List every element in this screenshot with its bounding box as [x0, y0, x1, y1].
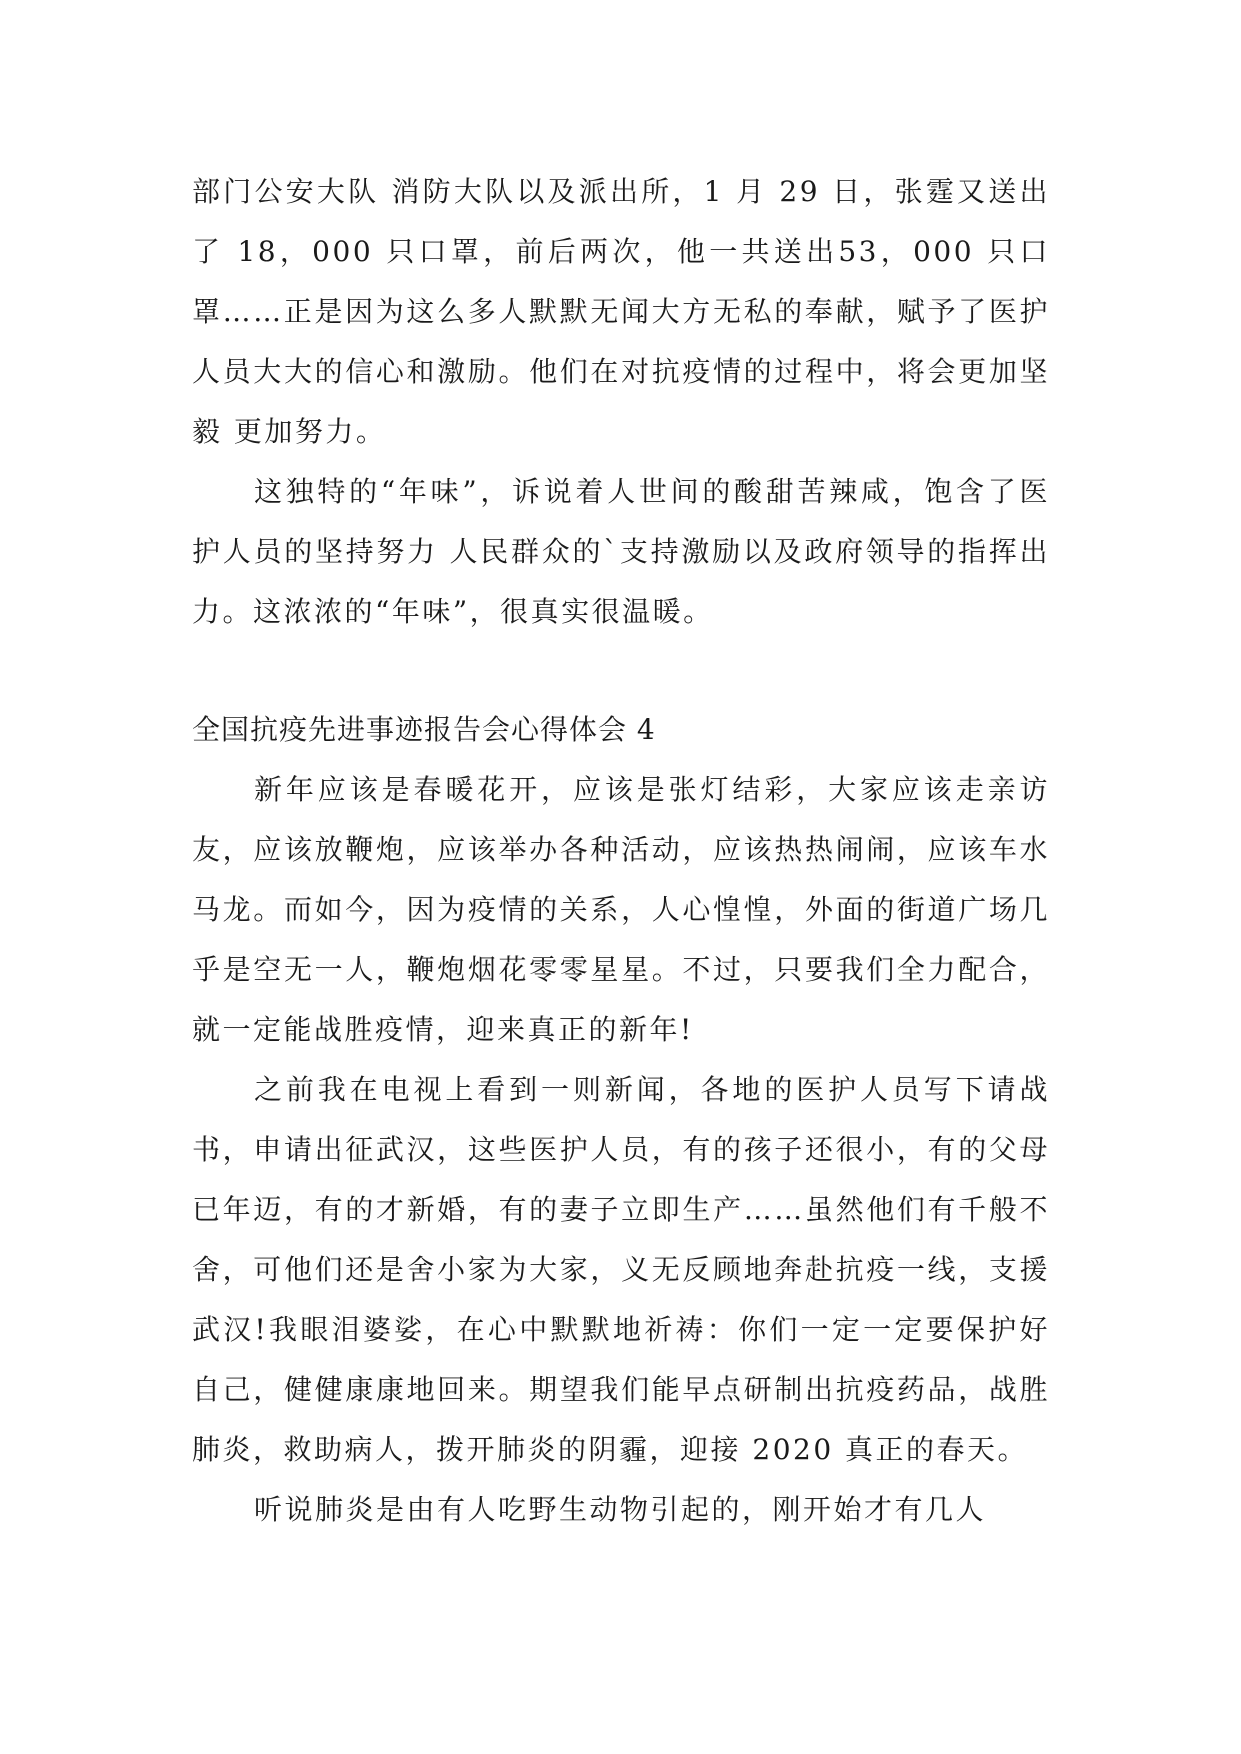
paragraph-medical-staff: 之前我在电视上看到一则新闻，各地的医护人员写下请战书，申请出征武汉，这些医护人员，有的孩子还很小，有的父母已年迈，有的才新婚，有的妻子立即生产……虽然他们有千般不舍，可他们还是舍小家为大家，义无反顾地奔赴抗疫一线，支援武汉!我眼泪婆娑，在心中默默地祈祷：你们一定一定要保护好自己，健健康康地回来。期望我们能早点研制出抗疫药品，战胜肺炎，救助病人，拨开肺炎的阴霾，迎接 2020 真正的春天。 [192, 1073, 1050, 1466]
section-heading: 全国抗疫先进事迹报告会心得体会 4 [192, 713, 656, 746]
paragraph-wild-animals: 听说肺炎是由有人吃野生动物引起的，刚开始才有几人 [254, 1493, 987, 1526]
paragraph-new-year-taste: 这独特的“年味”，诉说着人世间的酸甜苦辣咸，饱含了医护人员的坚持努力 人民群众的`支持激励以及政府领导的指挥出力。这浓浓的“年味”，很真实很温暖。 [192, 475, 1050, 628]
paragraph-donation: 部门公安大队 消防大队以及派出所，1 月 29 日，张霆又送出了 18，000 只口罩，前后两次，他一共送出53，000 只口罩……正是因为这么多人默默无闻大方无私的奉献，赋予了医护人员大大的信心和激励。他们在对抗疫情的过程中，将会更加坚毅 更加努力。 [192, 175, 1050, 448]
document-body [192, 162, 1050, 1540]
paragraph-spring-festival: 新年应该是春暖花开，应该是张灯结彩，大家应该走亲访友，应该放鞭炮，应该举办各种活动，应该热热闹闹，应该车水马龙。而如今，因为疫情的关系，人心惶惶，外面的街道广场几乎是空无一人，鞭炮烟花零零星星。不过，只要我们全力配合，就一定能战胜疫情，迎来真正的新年! [192, 773, 1050, 1046]
